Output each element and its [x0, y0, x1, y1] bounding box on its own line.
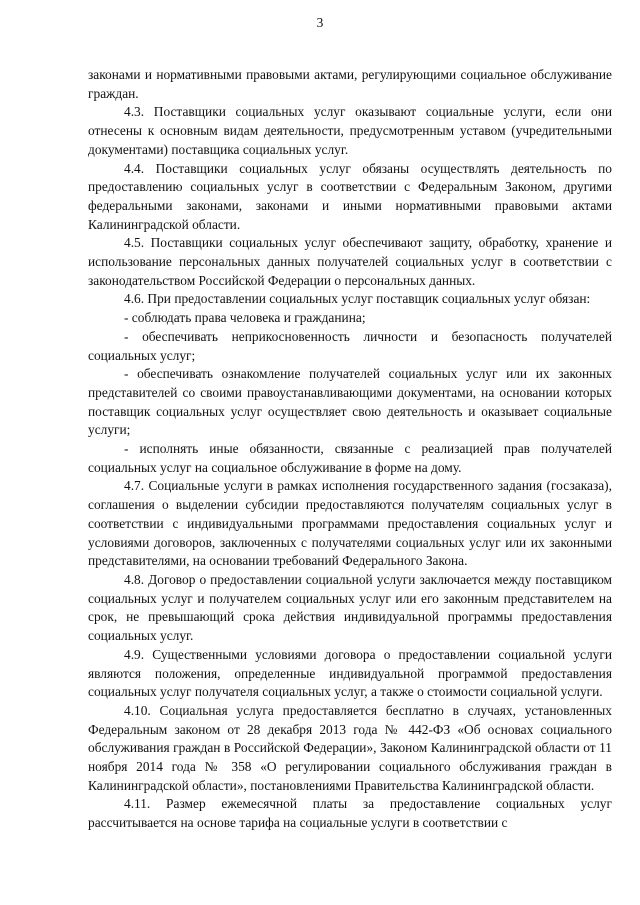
list-item: - обеспечивать неприкосновенность личности и безопасность получателей социальных услуг;	[88, 328, 612, 363]
paragraph-continuation: законами и нормативными правовыми актами, регулирующими социальное обслуживание граждан.	[88, 67, 612, 101]
paragraph-4-6: 4.6. При предоставлении социальных услуг поставщик социальных услуг обязан:	[124, 291, 591, 307]
list-item: - соблюдать права человека и гражданина;	[124, 310, 366, 326]
paragraph-4-7: 4.7. Социальные услуги в рамках исполнения государственного задания (госзаказа), соглашения о выделении субсидии предоставляются получателям социальных услуг в соответствии с индивидуальными программами предоставления социальных услуг и условиями договоров, заключенных с получателями социальных услуг или их законными представителями, на основании требований Федерального Закона.	[88, 478, 612, 569]
paragraph-4-8: 4.8. Договор о предоставлении социальной услуги заключается между поставщиком социальных услуг и получателем социальных услуг или его законным представителем на срок, не превышающий срока действия индивидуальной программы предоставления социальных услуг.	[88, 571, 612, 644]
list-item: - обеспечивать ознакомление получателей социальных услуг или их законных представителей со своими правоустанавливающими документами, на основании которых поставщик социальных услуг осуществляет свою деятельность и оказывает социальные услуги;	[88, 366, 612, 438]
paragraph-4-3: 4.3. Поставщики социальных услуг оказывают социальные услуги, если они отнесены к основным видам деятельности, предусмотренным уставом (учредительными документами) поставщика социальных услуг.	[88, 104, 612, 157]
paragraph-4-9: 4.9. Существенными условиями договора о предоставлении социальной услуги являются положения, определенные индивидуальной программой предоставления социальных услуг получателя социальных услуг, а также о стоимости социальной услуги.	[88, 646, 612, 700]
paragraph-4-10: 4.10. Социальная услуга предоставляется бесплатно в случаях, установленных Федеральным законом от 28 декабря 2013 года № 442-ФЗ «Об основах социального обслуживания граждан в Российской Федерации», Законом Калининградской области от 11 ноября 2014 года № 358 «О регулировании социального обслуживания граждан в Калининградской области», постановлениями Правительства Калининградской области.	[88, 702, 612, 793]
list-item: - исполнять иные обязанности, связанные с реализацией прав получателей социальных услуг на социальное обслуживание в форме на дому.	[88, 441, 612, 475]
document-body	[88, 66, 612, 833]
paragraph-4-4: 4.4. Поставщики социальных услуг обязаны осуществлять деятельность по предоставлению социальных услуг в соответствии с Федеральным Законом, другими федеральными законами, законами и иными нормативными правовыми актами Калининградской области.	[88, 160, 612, 232]
paragraph-4-11: 4.11. Размер ежемесячной платы за предоставление социальных услуг рассчитывается на основе тарифа на социальные услуги в соответствии с	[88, 796, 612, 831]
page-number: 3	[316, 15, 324, 30]
paragraph-4-5: 4.5. Поставщики социальных услуг обеспечивают защиту, обработку, хранение и использование персональных данных получателей социальных услуг в соответствии с законодательством Российской Федерации о персональных данных.	[88, 235, 612, 288]
